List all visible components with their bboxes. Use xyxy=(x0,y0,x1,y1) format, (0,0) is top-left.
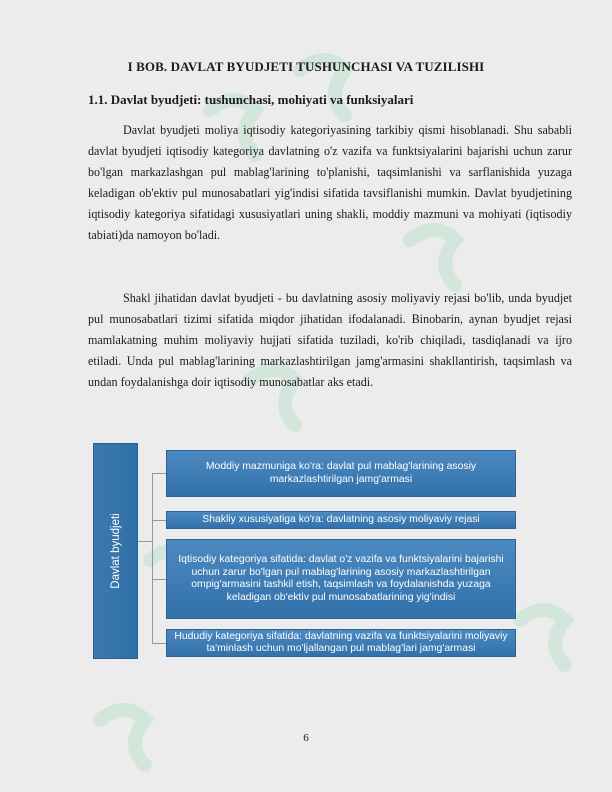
connector-trunk xyxy=(138,541,152,542)
diagram-root-label: Davlat byudjeti xyxy=(109,513,122,589)
page-number: 6 xyxy=(303,732,309,744)
paragraph-2: Shakl jihatidan davlat byudjeti - bu davlatning asosiy moliyaviy rejasi bo'lib, unda byudjet pul munosabatlari tizimi sifatida miqdor jihatidan ifodalanadi. Binobarin, aynan byudjet rejasi mamlakatning muhim moliyaviy hujjati sifatida tuziladi, ko'rib chiqiladi, tasdiqlanadi va ijro etiladi. Unda pul mablag'larining markazlashtirilgan jamg'armasini shakllantirish, taqsimlash va undan foydalanishga doir iqtisodiy munosabatlar aks etadi. xyxy=(88,291,572,389)
connector-branch-2 xyxy=(152,520,166,521)
diagram-item-form: Shakliy xususiyatiga ko'ra: davlatning asosiy moliyaviy rejasi xyxy=(166,511,516,529)
connector-branch-4 xyxy=(152,643,166,644)
diagram-item-economic-category: Iqtisodiy kategoriya sifatida: davlat o'z vazifa va funktsiyalarini bajarishi uchun zarur bo'lgan pul mablag'larining asosiy markazlashtirilgan ompig'armasini tashkil etish, taqsimlash va foydalanishda yuzaga keladigan ob'ektiv pul munosabatlarining yig'indisi xyxy=(166,539,516,619)
chapter-title: I BOB. DAVLAT BYUDJETI TUSHUNCHASI VA TUZILISHI xyxy=(127,59,485,74)
connector-spine xyxy=(152,473,153,643)
diagram-root-box xyxy=(93,443,138,659)
diagram-item-territorial-category: Hududiy kategoriya sifatida: davlatning vazifa va funktsiyalarini moliyaviy ta'minlash uchun mo'ljallangan pul mablag'lari jamg'armasi xyxy=(166,629,516,657)
section-title: 1.1. Davlat byudjeti: tushunchasi, mohiyati va funksiyalari xyxy=(88,92,414,107)
connector-branch-3 xyxy=(152,579,166,580)
paragraph-1: Davlat byudjeti moliya iqtisodiy kategoriyasining tarkibiy qismi hisoblanadi. Shu sababli davlat byudjeti iqtisodiy kategoriya davlatning o'z vazifa va funktsiyalarini bajarishi uchun zarur bo'lgan markazlashgan pul mablag'larining to'planishi, taqsimlanishi va sarflanishida yuzaga keladigan ob'ektiv pul munosabatlari yig'indisi sifatida tavsiflanishi mumkin. Davlat byudjetining iqtisodiy kategoriya sifatidagi xususiyatlari uning shakli, moddiy mazmuni va mohiyati (iqtisodiy tabiati)da namoyon bo'ladi. xyxy=(88,123,572,242)
connector-branch-1 xyxy=(152,473,166,474)
diagram-item-material-content: Moddiy mazmuniga ko'ra: davlat pul mablag'larining asosiy markazlashtirilgan jamg'armasi xyxy=(166,450,516,497)
budget-diagram xyxy=(88,443,528,659)
